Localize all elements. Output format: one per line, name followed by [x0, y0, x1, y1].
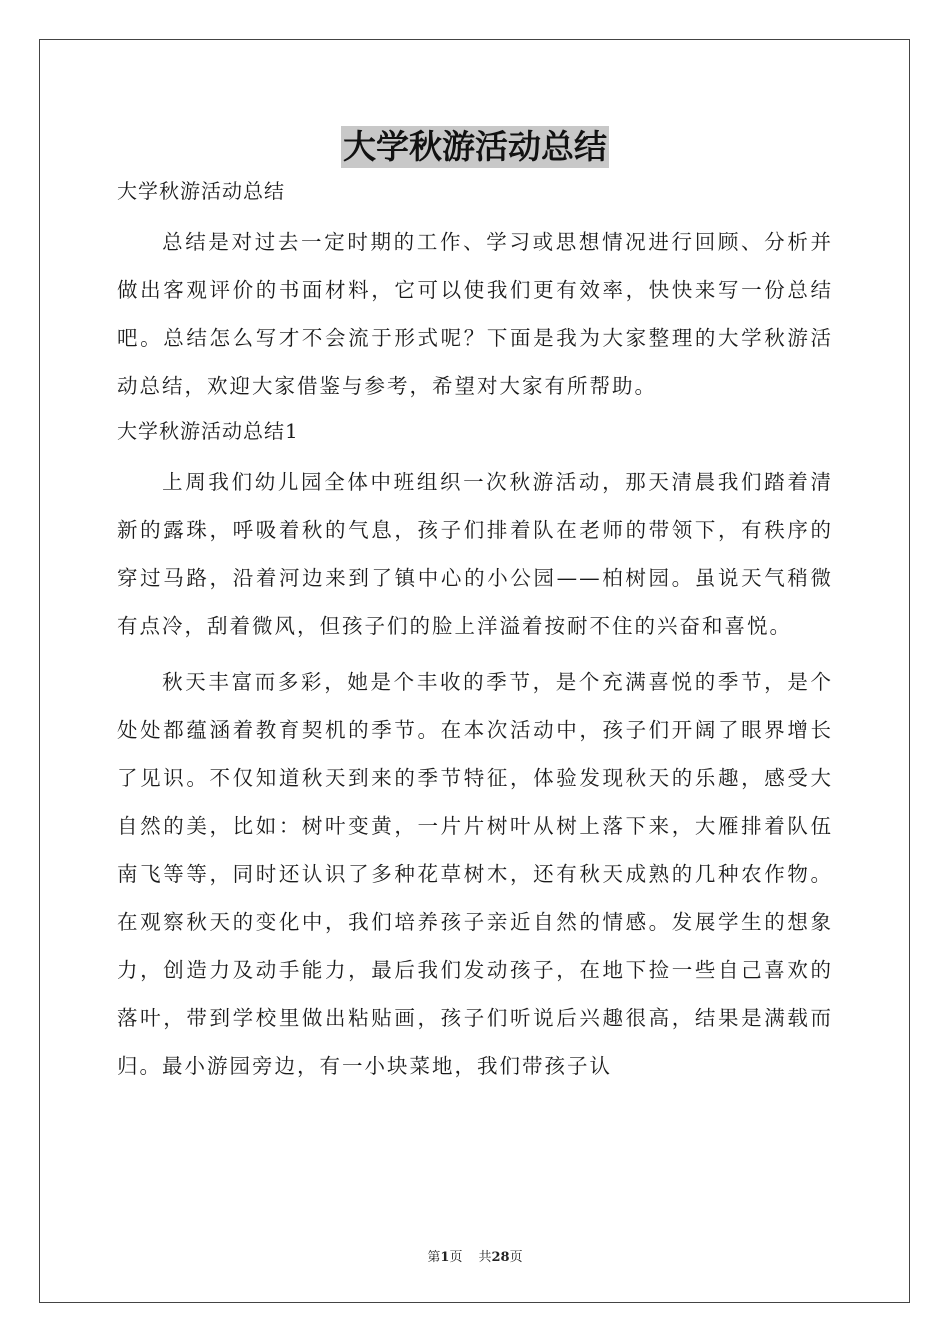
page-footer	[0, 1246, 950, 1265]
intro-paragraph: 总结是对过去一定时期的工作、学习或思想情况进行回顾、分析并做出客观评价的书面材料，它可以使我们更有效率，快快来写一份总结吧。总结怎么写才不会流于形式呢？下面是我为大家整理的大学秋游活动总结，欢迎大家借鉴与参考，希望对大家有所帮助。	[117, 230, 833, 398]
document-subtitle: 大学秋游活动总结	[117, 179, 285, 203]
section-heading: 大学秋游活动总结1	[117, 419, 299, 443]
document-title	[117, 126, 833, 170]
total-suffix: 页	[509, 1250, 523, 1265]
document-title-text: 大学秋游活动总结	[343, 127, 607, 166]
document-body	[117, 126, 833, 1090]
page-prefix: 第	[427, 1250, 441, 1265]
page-suffix: 页	[449, 1250, 463, 1265]
body-paragraph: 上周我们幼儿园全体中班组织一次秋游活动，那天清晨我们踏着清新的露珠，呼吸着秋的气息，孩子们排着队在老师的带领下，有秩序的穿过马路，沿着河边来到了镇中心的小公园——柏树园。虽说天气稍微有点冷，刮着微风，但孩子们的脸上洋溢着按耐不住的兴奋和喜悦。	[117, 470, 833, 638]
body-paragraph: 秋天丰富而多彩，她是个丰收的季节，是个充满喜悦的季节，是个处处都蕴涵着教育契机的季节。在本次活动中，孩子们开阔了眼界增长了见识。不仅知道秋天到来的季节特征，体验发现秋天的乐趣，感受大自然的美，比如：树叶变黄，一片片树叶从树上落下来，大雁排着队伍南飞等等，同时还认识了多种花草树木，还有秋天成熟的几种农作物。在观察秋天的变化中，我们培养孩子亲近自然的情感。发展学生的想象力，创造力及动手能力，最后我们发动孩子，在地下捡一些自己喜欢的落叶，带到学校里做出粘贴画，孩子们听说后兴趣很高，结果是满载而归。最小游园旁边，有一小块菜地，我们带孩子认	[117, 670, 833, 1078]
total-page-count: 28	[491, 1250, 510, 1265]
current-page-number: 1	[440, 1250, 450, 1265]
total-prefix: 共	[478, 1250, 492, 1265]
